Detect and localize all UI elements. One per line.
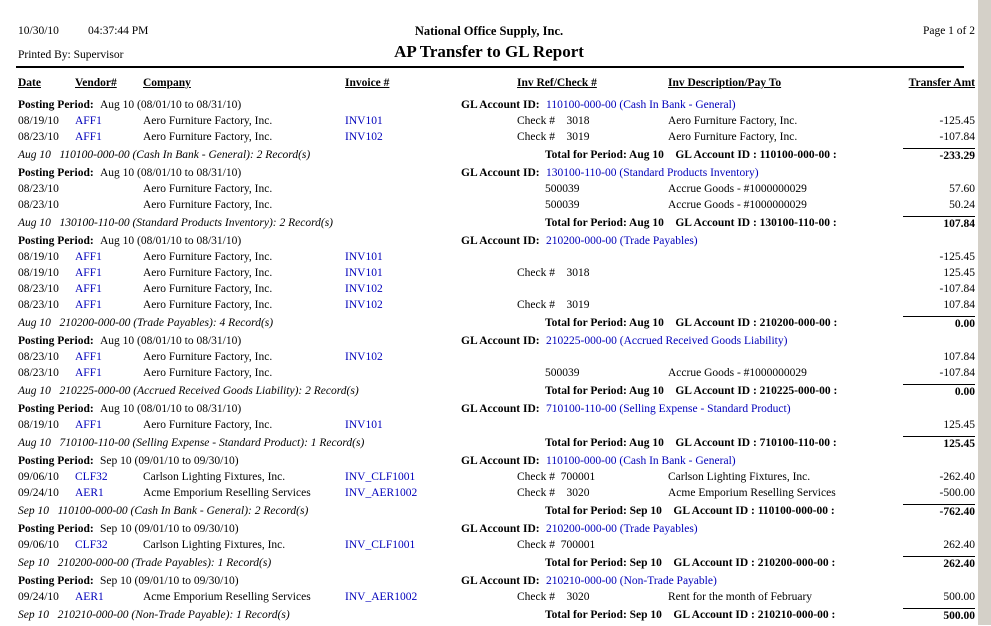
gl-account-label: GL Account ID: <box>461 235 540 247</box>
gl-section <box>0 454 978 520</box>
amount-cell: 125.45 <box>943 419 975 431</box>
posting-period-value: Aug 10 (08/01/10 to 08/31/10) <box>100 167 242 179</box>
vendor-link[interactable]: AFF1 <box>75 419 102 431</box>
gl-account-label: GL Account ID: <box>461 575 540 587</box>
right-margin-strip <box>978 0 991 625</box>
ref-check-cell: Check # 3020 <box>517 591 590 603</box>
gl-account-wrap <box>546 575 717 587</box>
ref-check-cell: 500039 <box>545 367 580 379</box>
column-header-date: Date <box>18 77 41 89</box>
description-cell: Aero Furniture Factory, Inc. <box>668 131 798 143</box>
summary-total-label: Total for Period: Aug 10 GL Account ID : 210200-000-00 : <box>545 317 838 329</box>
ref-check-cell: Check # 3018 <box>517 267 590 279</box>
report-subheader-row <box>0 42 978 64</box>
summary-amount: -762.40 <box>903 504 975 518</box>
summary-left: Sep 10 210200-000-00 (Trade Payables): 1 Record(s) <box>18 557 272 569</box>
invoice-link[interactable]: INV_AER1002 <box>345 591 418 603</box>
gl-account-desc-link[interactable]: (Cash In Bank - General) <box>619 99 736 111</box>
gl-account-desc-link[interactable]: (Selling Expense - Standard Product) <box>619 403 791 415</box>
detail-date: 08/23/10 <box>18 299 59 311</box>
invoice-link[interactable]: INV102 <box>345 283 383 295</box>
summary-amount: 500.00 <box>903 608 975 622</box>
company-cell: Aero Furniture Factory, Inc. <box>143 351 273 363</box>
posting-period-row <box>0 574 978 590</box>
summary-total-label: Total for Period: Aug 10 GL Account ID : 130100-110-00 : <box>545 217 837 229</box>
amount-cell: -125.45 <box>939 251 975 263</box>
gl-account-wrap <box>546 455 736 467</box>
gl-account-desc-link[interactable]: (Trade Payables) <box>619 523 698 535</box>
company-name: National Office Supply, Inc. <box>414 24 564 38</box>
invoice-link[interactable]: INV101 <box>345 267 383 279</box>
amount-cell: -125.45 <box>939 115 975 127</box>
posting-period-value: Sep 10 (09/01/10 to 09/30/10) <box>100 523 239 535</box>
summary-total-label: Total for Period: Aug 10 GL Account ID : 710100-110-00 : <box>545 437 837 449</box>
gl-account-link[interactable]: 710100-110-00 <box>546 403 617 415</box>
column-header-row <box>0 76 978 92</box>
gl-account-label: GL Account ID: <box>461 99 540 111</box>
company-cell: Aero Furniture Factory, Inc. <box>143 299 273 311</box>
company-cell: Aero Furniture Factory, Inc. <box>143 115 273 127</box>
gl-account-link[interactable]: 130100-110-00 <box>546 167 617 179</box>
summary-left: Aug 10 210200-000-00 (Trade Payables): 4 Record(s) <box>18 317 274 329</box>
amount-cell: 107.84 <box>943 351 975 363</box>
posting-period-row <box>0 454 978 470</box>
amount-cell: -107.84 <box>939 131 975 143</box>
page-number: Page 1 of 2 <box>922 25 975 37</box>
invoice-link[interactable]: INV101 <box>345 251 383 263</box>
amount-cell: 107.84 <box>943 299 975 311</box>
summary-amount: 107.84 <box>903 216 975 230</box>
invoice-link[interactable]: INV_CLF1001 <box>345 539 416 551</box>
amount-cell: 125.45 <box>943 267 975 279</box>
transaction-row <box>0 298 978 314</box>
transaction-row <box>0 366 978 382</box>
vendor-link[interactable]: AFF1 <box>75 115 102 127</box>
gl-account-wrap <box>546 99 736 111</box>
section-summary-row <box>0 556 978 572</box>
section-summary-row <box>0 216 978 232</box>
vendor-link[interactable]: AFF1 <box>75 351 102 363</box>
company-cell: Aero Furniture Factory, Inc. <box>143 183 273 195</box>
detail-date: 09/24/10 <box>18 591 59 603</box>
report-body <box>0 98 978 624</box>
posting-period-label: Posting Period: <box>18 167 94 179</box>
posting-period-label: Posting Period: <box>18 575 94 587</box>
gl-account-desc-link[interactable]: (Trade Payables) <box>619 235 698 247</box>
ref-check-cell: Check # 700001 <box>517 471 596 483</box>
summary-left: Sep 10 210210-000-00 (Non-Trade Payable): 1 Record(s) <box>18 609 290 621</box>
invoice-link[interactable]: INV_AER1002 <box>345 487 418 499</box>
vendor-link[interactable]: AFF1 <box>75 267 102 279</box>
posting-period-row <box>0 98 978 114</box>
ref-check-cell: Check # 3019 <box>517 131 590 143</box>
detail-date: 09/24/10 <box>18 487 59 499</box>
gl-account-wrap <box>546 403 791 415</box>
company-cell: Acme Emporium Reselling Services <box>143 487 311 499</box>
detail-date: 08/23/10 <box>18 351 59 363</box>
column-header-invoice: Invoice # <box>345 77 390 89</box>
gl-section <box>0 574 978 624</box>
description-cell: Rent for the month of February <box>668 591 813 603</box>
amount-cell: 57.60 <box>949 183 975 195</box>
detail-date: 08/19/10 <box>18 115 59 127</box>
gl-section <box>0 522 978 572</box>
ref-check-cell: Check # 700001 <box>517 539 596 551</box>
posting-period-label: Posting Period: <box>18 523 94 535</box>
posting-period-label: Posting Period: <box>18 403 94 415</box>
detail-date: 08/23/10 <box>18 283 59 295</box>
transaction-row <box>0 470 978 486</box>
gl-account-desc-link[interactable]: (Non-Trade Payable) <box>619 575 717 587</box>
company-cell: Aero Furniture Factory, Inc. <box>143 131 273 143</box>
gl-account-link[interactable]: 210200-000-00 <box>546 523 617 535</box>
gl-account-desc-link[interactable]: (Standard Products Inventory) <box>619 167 759 179</box>
section-summary-row <box>0 384 978 400</box>
gl-account-label: GL Account ID: <box>461 403 540 415</box>
posting-period-value: Aug 10 (08/01/10 to 08/31/10) <box>100 99 242 111</box>
description-cell: Acme Emporium Reselling Services <box>668 487 836 499</box>
detail-date: 08/19/10 <box>18 251 59 263</box>
gl-section <box>0 334 978 400</box>
column-header-description: Inv Description/Pay To <box>668 77 782 89</box>
vendor-link[interactable]: CLF32 <box>75 471 108 483</box>
summary-left: Aug 10 130100-110-00 (Standard Products Inventory): 2 Record(s) <box>18 217 334 229</box>
invoice-link[interactable]: INV102 <box>345 351 383 363</box>
posting-period-row <box>0 234 978 250</box>
gl-account-wrap <box>546 335 787 347</box>
amount-cell: -500.00 <box>939 487 975 499</box>
gl-account-link[interactable]: 210225-000-00 <box>546 335 617 347</box>
description-cell: Accrue Goods - #1000000029 <box>668 199 807 211</box>
amount-cell: -107.84 <box>939 283 975 295</box>
company-cell: Carlson Lighting Fixtures, Inc. <box>143 539 286 551</box>
summary-left: Aug 10 110100-000-00 (Cash In Bank - General): 2 Record(s) <box>18 149 311 161</box>
posting-period-row <box>0 334 978 350</box>
column-header-transfer-amt: Transfer Amt <box>908 77 975 89</box>
transaction-row <box>0 418 978 434</box>
gl-account-wrap <box>546 235 698 247</box>
gl-account-label: GL Account ID: <box>461 167 540 179</box>
vendor-link[interactable]: CLF32 <box>75 539 108 551</box>
gl-account-wrap <box>546 167 759 179</box>
amount-cell: 262.40 <box>943 539 975 551</box>
posting-period-label: Posting Period: <box>18 235 94 247</box>
ref-check-cell: 500039 <box>545 183 580 195</box>
gl-section <box>0 98 978 164</box>
summary-left: Sep 10 110100-000-00 (Cash In Bank - General): 2 Record(s) <box>18 505 309 517</box>
gl-account-link[interactable]: 210200-000-00 <box>546 235 617 247</box>
vendor-link[interactable]: AFF1 <box>75 131 102 143</box>
summary-left: Aug 10 210225-000-00 (Accrued Received Goods Liability): 2 Record(s) <box>18 385 359 397</box>
posting-period-value: Aug 10 (08/01/10 to 08/31/10) <box>100 335 242 347</box>
vendor-link[interactable]: AER1 <box>75 487 104 499</box>
gl-account-label: GL Account ID: <box>461 523 540 535</box>
gl-section <box>0 402 978 452</box>
vendor-link[interactable]: AFF1 <box>75 299 102 311</box>
section-summary-row <box>0 316 978 332</box>
ref-check-cell: Check # 3019 <box>517 299 590 311</box>
section-summary-row <box>0 148 978 164</box>
description-cell: Carlson Lighting Fixtures, Inc. <box>668 471 811 483</box>
posting-period-value: Aug 10 (08/01/10 to 08/31/10) <box>100 235 242 247</box>
company-cell: Aero Furniture Factory, Inc. <box>143 367 273 379</box>
ref-check-cell: Check # 3018 <box>517 115 590 127</box>
summary-amount: 262.40 <box>903 556 975 570</box>
detail-date: 08/23/10 <box>18 131 59 143</box>
summary-total-label: Total for Period: Sep 10 GL Account ID : 110100-000-00 : <box>545 505 835 517</box>
header-divider <box>16 66 964 68</box>
gl-account-link[interactable]: 110100-000-00 <box>546 455 617 467</box>
detail-date: 08/23/10 <box>18 183 59 195</box>
transaction-row <box>0 182 978 198</box>
summary-amount: 0.00 <box>903 384 975 398</box>
detail-date: 09/06/10 <box>18 539 59 551</box>
posting-period-label: Posting Period: <box>18 455 94 467</box>
gl-account-link[interactable]: 210210-000-00 <box>546 575 617 587</box>
column-header-company: Company <box>143 77 191 89</box>
summary-amount: 125.45 <box>903 436 975 450</box>
description-cell: Accrue Goods - #1000000029 <box>668 183 807 195</box>
detail-date: 08/19/10 <box>18 267 59 279</box>
transaction-row <box>0 250 978 266</box>
summary-total-label: Total for Period: Aug 10 GL Account ID : 110100-000-00 : <box>545 149 837 161</box>
gl-section <box>0 166 978 232</box>
summary-total-label: Total for Period: Sep 10 GL Account ID : 210200-000-00 : <box>545 557 836 569</box>
invoice-link[interactable]: INV101 <box>345 115 383 127</box>
posting-period-label: Posting Period: <box>18 335 94 347</box>
transaction-row <box>0 590 978 606</box>
description-cell: Accrue Goods - #1000000029 <box>668 367 807 379</box>
company-cell: Aero Furniture Factory, Inc. <box>143 419 273 431</box>
transaction-row <box>0 130 978 146</box>
detail-date: 08/23/10 <box>18 367 59 379</box>
amount-cell: -107.84 <box>939 367 975 379</box>
invoice-link[interactable]: INV102 <box>345 131 383 143</box>
posting-period-row <box>0 166 978 182</box>
posting-period-value: Sep 10 (09/01/10 to 09/30/10) <box>100 575 239 587</box>
company-cell: Aero Furniture Factory, Inc. <box>143 199 273 211</box>
transaction-row <box>0 266 978 282</box>
posting-period-value: Aug 10 (08/01/10 to 08/31/10) <box>100 403 242 415</box>
gl-account-desc-link[interactable]: (Accrued Received Goods Liability) <box>619 335 788 347</box>
detail-date: 09/06/10 <box>18 471 59 483</box>
gl-account-wrap <box>546 523 698 535</box>
summary-amount: 0.00 <box>903 316 975 330</box>
gl-section <box>0 234 978 332</box>
section-summary-row <box>0 608 978 624</box>
transaction-row <box>0 538 978 554</box>
section-summary-row <box>0 504 978 520</box>
amount-cell: 500.00 <box>943 591 975 603</box>
vendor-link[interactable]: AER1 <box>75 591 104 603</box>
summary-total-label: Total for Period: Sep 10 GL Account ID : 210210-000-00 : <box>545 609 836 621</box>
company-cell: Aero Furniture Factory, Inc. <box>143 251 273 263</box>
report-date: 10/30/10 <box>18 25 59 37</box>
amount-cell: -262.40 <box>939 471 975 483</box>
printed-by: Printed By: Supervisor <box>18 49 124 61</box>
invoice-link[interactable]: INV102 <box>345 299 383 311</box>
company-cell: Aero Furniture Factory, Inc. <box>143 283 273 295</box>
ref-check-cell: 500039 <box>545 199 580 211</box>
company-cell: Aero Furniture Factory, Inc. <box>143 267 273 279</box>
amount-cell: 50.24 <box>949 199 975 211</box>
posting-period-row <box>0 522 978 538</box>
posting-period-label: Posting Period: <box>18 99 94 111</box>
gl-account-label: GL Account ID: <box>461 335 540 347</box>
report-time: 04:37:44 PM <box>88 25 149 37</box>
column-header-vendor: Vendor# <box>75 77 117 89</box>
transaction-row <box>0 114 978 130</box>
description-cell: Aero Furniture Factory, Inc. <box>668 115 798 127</box>
gl-account-label: GL Account ID: <box>461 455 540 467</box>
invoice-link[interactable]: INV_CLF1001 <box>345 471 416 483</box>
gl-account-desc-link[interactable]: (Cash In Bank - General) <box>619 455 736 467</box>
ref-check-cell: Check # 3020 <box>517 487 590 499</box>
transaction-row <box>0 350 978 366</box>
invoice-link[interactable]: INV101 <box>345 419 383 431</box>
posting-period-row <box>0 402 978 418</box>
detail-date: 08/19/10 <box>18 419 59 431</box>
transaction-row <box>0 486 978 502</box>
gl-account-link[interactable]: 110100-000-00 <box>546 99 617 111</box>
summary-total-label: Total for Period: Aug 10 GL Account ID : 210225-000-00 : <box>545 385 838 397</box>
summary-amount: -233.29 <box>903 148 975 162</box>
vendor-link[interactable]: AFF1 <box>75 367 102 379</box>
posting-period-value: Sep 10 (09/01/10 to 09/30/10) <box>100 455 239 467</box>
summary-left: Aug 10 710100-110-00 (Selling Expense - Standard Product): 1 Record(s) <box>18 437 365 449</box>
transaction-row <box>0 198 978 214</box>
vendor-link[interactable]: AFF1 <box>75 283 102 295</box>
transaction-row <box>0 282 978 298</box>
column-header-ref-check: Inv Ref/Check # <box>517 77 597 89</box>
report-title: AP Transfer to GL Report <box>394 42 584 61</box>
company-cell: Carlson Lighting Fixtures, Inc. <box>143 471 286 483</box>
company-cell: Acme Emporium Reselling Services <box>143 591 311 603</box>
vendor-link[interactable]: AFF1 <box>75 251 102 263</box>
detail-date: 08/23/10 <box>18 199 59 211</box>
section-summary-row <box>0 436 978 452</box>
report-header-row <box>0 24 978 42</box>
